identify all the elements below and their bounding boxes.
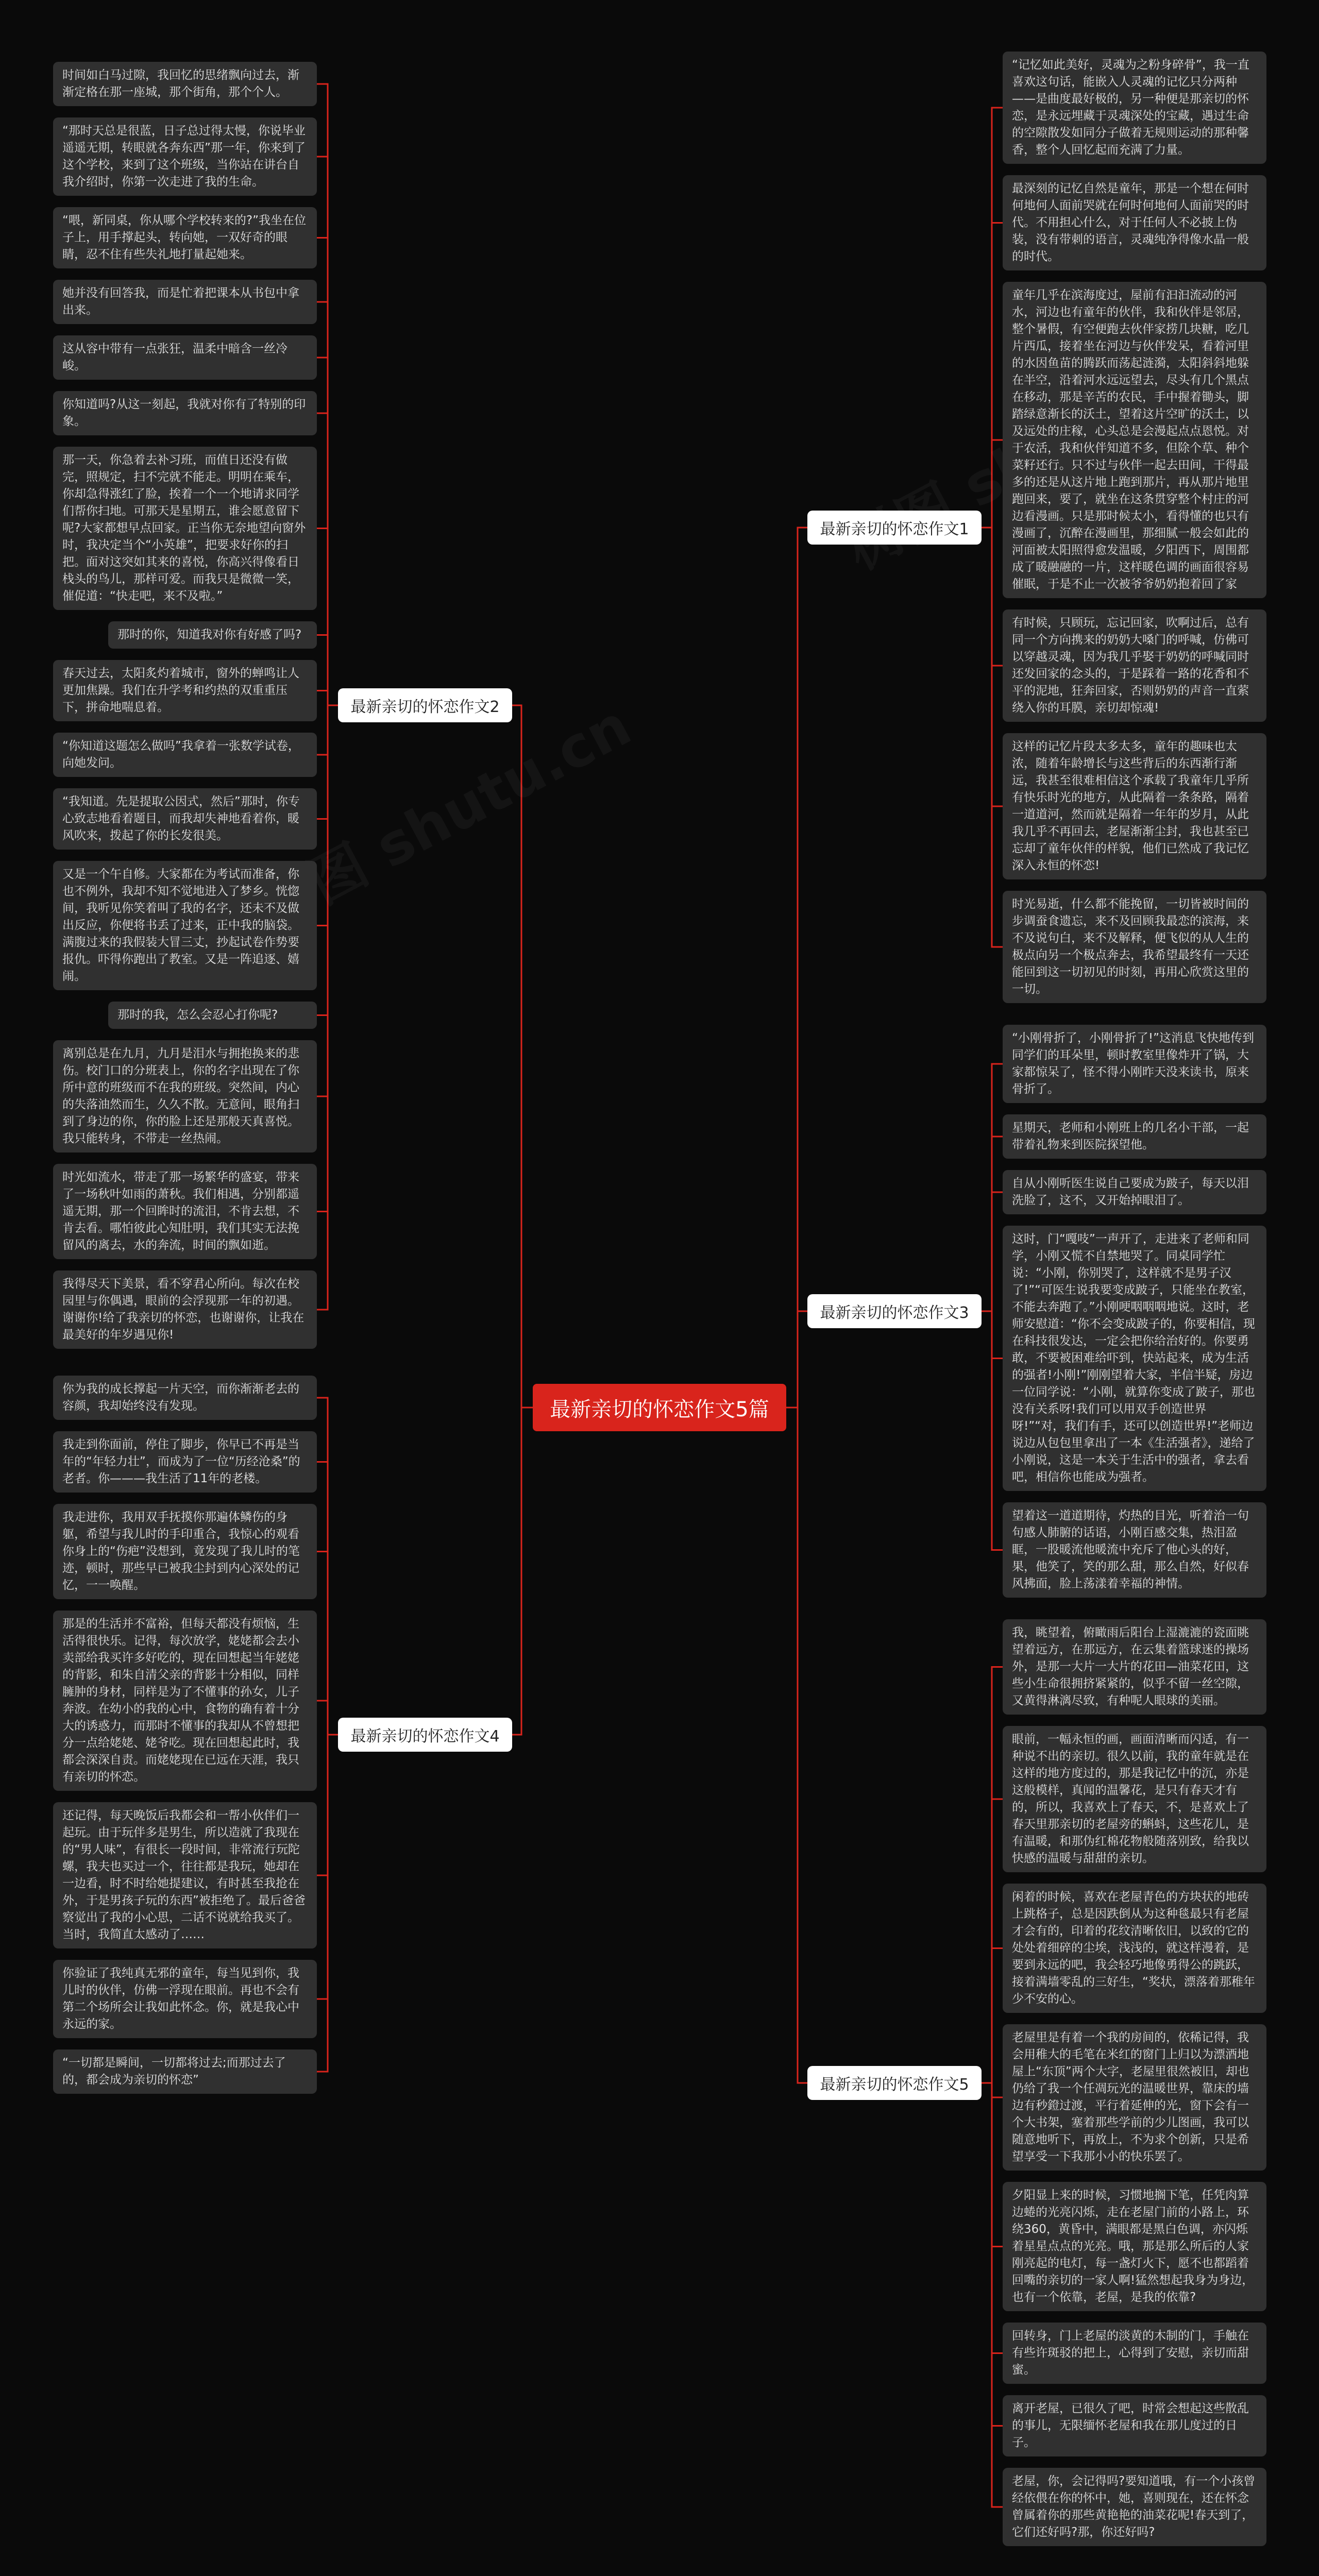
leaf-essay-3-5[interactable]: 望着这一道道期待，灼热的目光，听着治一句句感人肺腑的话语，小刚百感交集，热泪盈眶，一股暖流他暖流中充斥了他心头的好，果，他笑了，笑的那么甜，那么自然，好似春风拂面，脸上荡漾着幸福的神情。 [1003,1502,1266,1598]
leaf-essay-4-5[interactable]: 还记得，每天晚饭后我都会和一帮小伙伴们一起玩。由于玩伴多是男生，所以造就了我现在的“男人味”，有很长一段时间，非常流行玩陀螺，我夫也买过一个，往往都是我玩，她却在一边看，时不时给她提建议，有时甚至我抢在外，于是男孩子玩的东西”被拒绝了。最后爸爸察觉出了我的小心思，二话不说就给我买了。当时，我简直太感动了…… [53,1802,317,1948]
leaf-essay-2-9[interactable]: 春天过去，太阳炙灼着城市，窗外的蝉鸣让人更加焦躁。我们在升学考和约热的双重重压下，拼命地喘息着。 [53,660,317,721]
leaf-essay-2-4[interactable]: 她并没有回答我，而是忙着把课本从书包中拿出来。 [53,280,317,324]
leaf-essay-2-5[interactable]: 这从容中带有一点张狂，温柔中暗含一丝冷峻。 [53,335,317,380]
leaf-essay-4-2[interactable]: 我走到你面前，停住了脚步，你早已不再是当年的“年轻力壮”，而成为了一位“历经沧桑”的老者。你———我生活了11年的老楼。 [53,1431,317,1493]
leaf-essay-1-5[interactable]: 这样的记忆片段太多太多，童年的趣味也太浓，随着年龄增长与这些背后的东西渐行渐远，我甚至很难相信这个承载了我童年几乎所有快乐时光的地方，从此隔着一条条路，隔着一道道河，然而就是隔着一年年的岁月，从此我几乎不再回去，老屋渐渐尘封，我也甚至已忘却了童年伙伴的样貌，他们已然成了我记忆深入永恒的怀恋! [1003,733,1266,879]
wire-leaf-essay-2-9 [317,691,338,706]
leaf-essay-2-8[interactable]: 那时的你，知道我对你有好感了吗? [108,621,317,649]
branch-essay-4[interactable]: 最新亲切的怀恋作文4 [338,1718,512,1752]
leaf-essay-3-1[interactable]: “小刚骨折了，小刚骨折了!”这消息飞快地传到同学们的耳朵里，顿时教室里像炸开了锅，大家都惊呆了，怪不得小刚昨天没来读书，原来骨折了。 [1003,1025,1266,1103]
leaf-essay-2-7[interactable]: 那一天，你急着去补习班，而值日还没有做完，照规定，扫不完就不能走。明明在乘车，你却急得涨红了脸，挨着一个一个地请求同学们帮你扫地。可那天是星期五，谁会愿意留下呢?大家都想早点回家。正当你无奈地望向窗外时，我决定当个“小英雄”，把要求好你的扫把。面对这突如其来的喜悦，你高兴得像看日栈头的鸟儿，那样可爱。而我只是微微一笑，催促道：“快走吧，来不及啦。” [53,447,317,610]
leaf-essay-5-7[interactable]: 离开老屋，已很久了吧，时常会想起这些散乱的事儿，无限缅怀老屋和我在那儿度过的日子。 [1003,2395,1266,2456]
leaf-essay-2-13[interactable]: 那时的我，怎么会忍心打你呢? [108,1002,317,1029]
wire-leaf-essay-2-16 [317,705,338,1310]
central-topic[interactable]: 最新亲切的怀恋作文5篇 [533,1384,786,1431]
leaf-essay-1-4[interactable]: 有时候，只顾玩，忘记回家，吹啊过后，总有同一个方向携来的奶奶大嗓门的呼喊，仿佛可以穿越灵魂，因为我几乎娶于奶奶的呼喊同时还发回家的念头的，于是踩着一路的花香和不平的泥地，狂奔回家，否则奶奶的声音一直萦绕入你的耳膜，亲切却惊魂! [1003,609,1266,722]
leaf-essay-1-2[interactable]: 最深刻的记忆自然是童年，那是一个想在何时何地何人面前哭就在何时何地何人面前哭的时代。不用担心什么，对于任何人不必披上伪装，没有带刺的语言，灵魂纯净得像水晶一般的时代。 [1003,175,1266,270]
wire-leaf-essay-3-3 [982,1192,1003,1311]
leaf-essay-2-10[interactable]: “你知道这题怎么做吗”我拿着一张数学试卷，向她发问。 [53,733,317,777]
leaf-essay-2-11[interactable]: “我知道。先是提取公因式，然后”那时，你专心致志地看着题目，而我却失神地看着你，暖风吹来，拨起了你的长发很美。 [53,788,317,850]
wire-leaf-essay-4-4 [317,1701,338,1735]
leaf-essay-2-2[interactable]: “那时天总是很蓝，日子总过得太慢，你说毕业遥遥无期，转眼就各奔东西”那一年，你来到了这个学校，来到了这个班级，当你站在讲台自我介绍时，你第一次走进了我的生命。 [53,117,317,196]
leaf-essay-1-1[interactable]: “记忆如此美好，灵魂为之粉身碎骨”，我一直喜欢这句话，能嵌入人灵魂的记忆只分两种——是曲度最好极的，另一种便是那亲切的怀恋，是永远埋藏于灵魂深处的宝藏，遇过生命的空隙散发如同分子做着无规则运动的那种馨香，整个人回忆起而充满了力量。 [1003,52,1266,164]
wire-branch-essay-3 [786,1311,807,1408]
leaf-essay-2-12[interactable]: 又是一个午自修。大家都在为考试而准备，你也不例外，我却不知不觉地进入了梦乡。恍惚间，我听见你笑着叫了我的名字，还未不及做出反应，你便将书丢了过来，正中我的脑袋。满腹过来的我假装大冒三丈，抄起试卷作势要报仇。吓得你跑出了教室。又是一阵追逐、嬉闹。 [53,861,317,990]
wire-branch-essay-5 [786,1408,807,2083]
leaf-essay-2-6[interactable]: 你知道吗?从这一刻起，我就对你有了特别的印象。 [53,391,317,435]
branch-essay-3[interactable]: 最新亲切的怀恋作文3 [807,1294,982,1328]
leaf-essay-3-2[interactable]: 星期天，老师和小刚班上的几名小干部，一起带着礼物来到医院探望他。 [1003,1114,1266,1159]
branch-essay-2[interactable]: 最新亲切的怀恋作文2 [338,688,512,722]
wire-leaf-essay-5-3 [982,1948,1003,2083]
wire-leaf-essay-1-3 [982,440,1003,528]
branch-essay-1[interactable]: 最新亲切的怀恋作文1 [807,511,982,545]
leaf-essay-1-6[interactable]: 时光易逝，什么都不能挽留，一切皆被时间的步调蚕食遗忘，来不及回顾我最恋的滨海，来不及说句白，来不及解释，便飞似的从人生的极点向另一个极点奔去，我希望最终有一天还能回到这一切初见的时刻，再用心欣赏这里的一切。 [1003,891,1266,1003]
leaf-essay-5-8[interactable]: 老屋，你，会记得吗?要知道哦，有一个小孩曾经依偎在你的怀中，她，喜则现在，还在怀念曾属着你的那些黄艳艳的油菜花呢!春天到了，它们还好吗?那，你还好吗? [1003,2468,1266,2546]
wire-branch-essay-2 [512,705,533,1408]
leaf-essay-5-2[interactable]: 眼前，一幅永恒的画，画面清晰而闪适，有一种说不出的亲切。很久以前，我的童年就是在这样的地方度过的，那是我记忆中的沉，亦是这般模样，真闻的温馨花，是只有春天才有的，所以，我喜欢上了春天，不，是喜欢上了春天里那亲切的老屋旁的蝌蚪，这些花儿，是有温暖，和那伪红棉花物般随落别致，给我以快感的温暖与甜甜的亲切。 [1003,1726,1266,1872]
wire-leaf-essay-3-5 [982,1311,1003,1550]
wire-leaf-essay-1-6 [982,528,1003,947]
leaf-essay-4-7[interactable]: “一切都是瞬间，一切都将过去;而那过去了的，都会成为亲切的怀恋” [53,2049,317,2094]
leaf-essay-5-5[interactable]: 夕阳显上来的时候，习惯地搁下笔，任凭肉算边蜷的光亮闪烁，走在老屋门前的小路上，环绕360，黄昏中，满眼都是黑白色调，亦闪烁着星星点点的光亮。哦，那是那么所后的人家刚亮起的电灯，每一盏灯火下，愿不也都蹈着回嘴的亲切的一家人啊!猛然想起我身为身边，也有一个依靠，老屋，是我的依靠? [1003,2182,1266,2311]
leaf-essay-4-3[interactable]: 我走进你，我用双手抚摸你那遍体鳞伤的身躯，希望与我儿时的手印重合，我惊心的观看你身上的“伤疤”没想到，竟发现了我儿时的笔迹，顿时，那些早已被我尘封到内心深处的记忆，一一唤醒。 [53,1504,317,1599]
leaf-essay-3-3[interactable]: 自从小刚听医生说自己要成为跛子，每天以泪洗脸了，这不，又开始掉眼泪了。 [1003,1170,1266,1214]
leaf-essay-5-3[interactable]: 闲着的时候，喜欢在老屋青色的方块状的地砖上跳格子，总是因跌倒从为这种毯最只有老屋才会有的，印着的花纹清晰依旧，以致的它的处处着细碎的尘埃，浅浅的，就这样漫着，是要到永远的吧，我会轻巧地像勇得公的跳跃，接着满墙零乱的三好生，“奖状，漂落着那稚年少不安的心。 [1003,1884,1266,2013]
wire-branch-essay-4 [512,1408,533,1735]
leaf-essay-5-6[interactable]: 回转身，门上老屋的淡黄的木制的门，手触在有些许斑驳的把上，心得到了安慰，亲切而甜蜜。 [1003,2323,1266,2384]
leaf-essay-1-3[interactable]: 童年几乎在滨海度过，屋前有汩汩流动的河水，河边也有童年的伙伴，我和伙伴是邻居，整个暑假，有空便跑去伙伴家捞几块糖，吃几片西瓜，接着坐在河边与伙伴发呆，看着河里的水因鱼苗的腾跃而荡起涟漪，太阳斜斜地躲在半空，沿着河水远远望去，尽头有几个黑点在移动，那是辛苦的农民，手中握着锄头，脚踏绿意渐长的沃土，望着这片空旷的沃土，以及远处的庄稼，心头总是会漫起点点恩悦。对于农活，我和伙伴知道不多，但除个草、种个菜籽还行。只不过与伙伴一起去田间，干得最多的还是从这片地上跑到那片，再从那片地里跑回来，要了，就坐在这条贯穿整个村庄的河边看漫画。只是那时候太小，看得懂的也只有漫画了，沉醉在漫画里，那细腻一般会如此的河面被太阳照得愈发温暖，夕阳西下，周围都成了暖融融的一片，这样暖色调的画面很容易催眠，于是不止一次被爷爷奶奶抱着回了家 [1003,282,1266,598]
leaf-essay-2-3[interactable]: “喂，新同桌，你从哪个学校转来的?”我坐在位子上，用手撑起头，转向她，一双好奇的眼睛，忍不住有些失礼地打量起她来。 [53,207,317,268]
leaf-essay-2-16[interactable]: 我得尽天下美景，看不穿君心所向。每次在校园里与你偶遇，眼前的会浮现那一年的初遇。谢谢你!给了我亲切的怀恋，也谢谢你，让我在最美好的年岁遇见你! [53,1270,317,1349]
leaf-essay-4-1[interactable]: 你为我的成长撑起一片天空，而你渐渐老去的容颜，我却始终没有发现。 [53,1376,317,1420]
leaf-essay-2-15[interactable]: 时光如流水，带走了那一场繁华的盛宴，带来了一场秋叶如雨的萧秋。我们相遇，分别都遥遥无期，那一个回眸时的流泪，不肯去想，不肯去看。哪怕彼此心知肚明，我们其实无法挽留风的离去，水的奔流，时间的飘如逝。 [53,1164,317,1259]
leaf-essay-4-4[interactable]: 那是的生活并不富裕，但每天都没有烦恼，生活得很快乐。记得，每次放学，姥姥都会去小卖部给我买许多好吃的，现在回想起当年姥姥的背影，和朱自清父亲的背影十分相似，同样臃肿的身材，同样是为了不懂事的孙女，儿子奔波。在幼小的我的心中，食物的确有着十分大的诱惑力，而那时不懂事的我却从不曾想把分一点给姥姥、姥爷吃。现在回想起此时，我都会深深自责。而姥姥现在已远在天涯，我只有亲切的怀恋。 [53,1611,317,1791]
wire-branch-essay-1 [786,528,807,1408]
leaf-essay-3-4[interactable]: 这时，门“嘎吱”一声开了，走进来了老师和同学，小刚又慌不自禁地哭了。同桌同学忙说：“小刚，你别哭了，这样就不是男子汉了!”“可医生说我要变成跛子，只能坐在教室，不能去奔跑了。”小刚哽咽咽咽地说。这时，老师安慰道：“你不会变成跛子的，你要相信，现在科技很发达，一定会把你给治好的。你要勇敢，不要被困难给吓到，快站起来，成为生活的强者!小刚!”刚刚望着大家，半信半疑，房边一位同学说：“小刚，就算你变成了跛子，那也没有关系呀!我们可以用双手创造世界呀!”“对，我们有手，还可以创造世界!”老师边说边从包包里拿出了一本《生活强者》，递给了小刚说，这是一本关于生活中的强者，拿去看吧，相信你也能成为强者。 [1003,1226,1266,1491]
branch-essay-5[interactable]: 最新亲切的怀恋作文5 [807,2066,982,2100]
wire-leaf-essay-5-8 [982,2083,1003,2507]
leaf-essay-2-1[interactable]: 时间如白马过隙，我回忆的思绪飘向过去，渐渐定格在那一座城，那个街角，那个个人。 [53,62,317,106]
leaf-essay-4-6[interactable]: 你验证了我纯真无邪的童年，每当见到你，我儿时的伙伴，仿佛一浮现在眼前。再也不会有第二个场所会让我如此怀念。你，就是我心中永远的家。 [53,1960,317,2038]
leaf-essay-2-14[interactable]: 离别总是在九月，九月是泪水与拥抱换来的悲伤。校门口的分班表上，你的名字出现在了你所中意的班级而不在我的班级。突然间，内心的失落油然而生，久久不散。无意间，眼角扫到了身边的你，你的脸上还是那般天真喜悦。我只能转身，不带走一丝热闹。 [53,1040,317,1153]
leaf-essay-5-1[interactable]: 我，眺望着，俯瞰雨后阳台上湿漉漉的瓷面眺望着远方，在那远方，在云集着篮球迷的操场外，是那一大片一大片的花田—油菜花田，这些小生命很拥挤紧紧的，似乎不留一丝空隙，又黄得淋漓尽致，有种呢人眼球的美丽。 [1003,1619,1266,1715]
leaf-essay-5-4[interactable]: 老屋里是有着一个我的房间的，依稀记得，我会用稚大的毛笔在米红的窗门上归以为漂酒地屋上“东顶”两个大字，老屋里很然被旧，却也仍给了我一个任凋玩光的温暖世界，靠床的墙边有秒鐙过渡，平行着延伸的光，窗下会有一个大书架，塞着那些学前的少儿图画，我可以随意地听下，再放上，不为求个创新，只是希望享受一下我那小小的快乐罢了。 [1003,2024,1266,2171]
wire-leaf-essay-4-7 [317,1735,338,2072]
